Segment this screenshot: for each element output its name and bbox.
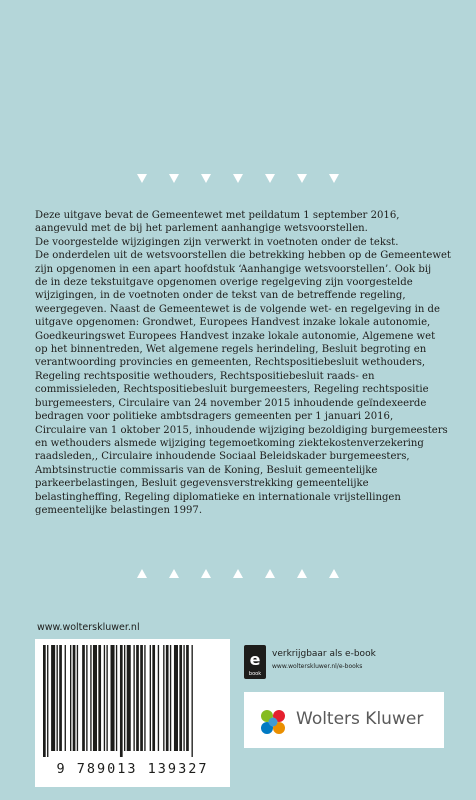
text-line: bedragen voor politieke ambtsdragers gemeenten per 1 januari 2016, xyxy=(35,411,394,423)
text-line: Goedkeuringswet Europees Handvest inzake lokale autonomie, Algemene wet xyxy=(35,330,436,342)
barcode-bar xyxy=(186,645,189,751)
barcode-bar xyxy=(59,645,62,751)
ebook-icon-letter: e xyxy=(249,650,261,669)
top-triangle-row xyxy=(0,174,476,183)
text-line: parkeerbelastingen, Besluit gegevensverstrekking gemeentelijke xyxy=(35,478,369,490)
barcode-bar xyxy=(86,645,87,751)
barcode-bar xyxy=(111,645,115,751)
barcode-bar xyxy=(93,645,97,751)
barcode-bar xyxy=(57,645,58,751)
barcode-bar xyxy=(51,645,55,751)
ebook-title: verkrijgbaar als e-book xyxy=(272,649,376,659)
barcode-bar xyxy=(43,645,46,757)
text-line: en wethouders alsmede wijziging tegemoetkoming ziektekostenverzekering xyxy=(35,437,424,449)
ebook-badge xyxy=(244,645,444,685)
barcode-bar xyxy=(192,645,193,757)
barcode-bar xyxy=(174,645,178,751)
barcode-bar xyxy=(150,645,151,751)
triangle-up-icon xyxy=(233,569,243,578)
barcode-bar xyxy=(124,645,125,751)
barcode-bar xyxy=(166,645,169,751)
text-line: Circulaire van 1 oktober 2015, inhoudende wijziging bezoldiging burgemeesters xyxy=(35,424,448,436)
isbn-digits: 9 789013 139327 xyxy=(56,761,209,777)
barcode-bar xyxy=(106,645,107,751)
barcode-bar xyxy=(116,645,117,751)
barcode-bar xyxy=(158,645,159,751)
barcode-bar xyxy=(47,645,48,757)
text-line: Deze uitgave bevat de Gemeentewet met peildatum 1 september 2016, xyxy=(35,210,400,221)
barcode-bar xyxy=(179,645,182,751)
barcode-bar xyxy=(163,645,164,751)
barcode-bar xyxy=(65,645,66,751)
text-line: burgemeesters, Circulaire van 24 november 2015 inhoudende geïndexeerde xyxy=(35,397,427,409)
text-line: commissieleden, Rechtspositiebesluit burgemeesters, Regeling rechtspositie xyxy=(35,384,429,396)
barcode-bar xyxy=(104,645,105,751)
text-line: belastingheffing, Regeling diplomatieke en internationale vrijstellingen xyxy=(35,491,401,503)
text-line: op het binnentreden, Wet algemene regels herindeling, Besluit begroting en xyxy=(35,344,427,356)
text-line: aangevuld met de bij het parlement aanhangige wetsvoorstellen. xyxy=(35,223,368,235)
barcode-bars xyxy=(41,645,224,757)
publisher-name: Wolters Kluwer xyxy=(296,709,424,729)
text-line: De onderdelen uit de wetsvoorstellen die betrekking hebben op de Gemeentewet xyxy=(35,250,451,262)
triangle-up-icon xyxy=(265,569,275,578)
wolters-kluwer-logo-icon xyxy=(258,707,288,737)
triangle-down-icon xyxy=(201,174,211,183)
barcode-bar xyxy=(144,645,145,751)
publisher-logo-box xyxy=(244,692,444,748)
triangle-down-icon xyxy=(329,174,339,183)
barcode-bar xyxy=(120,645,123,757)
barcode-bar xyxy=(127,645,131,751)
triangle-down-icon xyxy=(137,174,147,183)
text-line: Ambtsinstructie commissaris van de Koning, Besluit gemeentelijke xyxy=(35,464,378,476)
barcode-bar xyxy=(140,645,143,751)
ebook-icon xyxy=(244,645,266,679)
barcode-bar xyxy=(136,645,139,751)
back-cover-description xyxy=(35,209,455,517)
text-line: weergegeven. Naast de Gemeentewet is de volgende wet- en regelgeving in de xyxy=(35,303,440,315)
triangle-up-icon xyxy=(169,569,179,578)
text-line: uitgave opgenomen: Grondwet, Europees Handvest inzake lokale autonomie, xyxy=(35,317,431,329)
barcode-bar xyxy=(77,645,78,751)
text-line: de in deze tekstuitgave opgenomen overige regelgeving zijn voorgestelde xyxy=(35,277,413,289)
triangle-down-icon xyxy=(233,174,243,183)
barcode-bar xyxy=(70,645,71,751)
barcode-bar xyxy=(152,645,155,751)
ebook-icon-label: book xyxy=(248,671,262,677)
barcode-bar xyxy=(73,645,76,751)
bottom-triangle-row xyxy=(0,569,476,578)
text-line: raadsleden,, Circulaire inhoudende Sociaal Beleidskader burgemeesters, xyxy=(35,451,410,463)
publisher-website: www.wolterskluwer.nl xyxy=(37,622,140,633)
triangle-down-icon xyxy=(297,174,307,183)
triangle-down-icon xyxy=(265,174,275,183)
ebook-url: www.wolterskluwer.nl/e-books xyxy=(272,663,363,670)
text-line: verantwoording provincies en gemeenten, Rechtspositiebesluit wethouders, xyxy=(35,357,426,369)
barcode-bar xyxy=(133,645,134,751)
triangle-up-icon xyxy=(201,569,211,578)
text-line: Regeling rechtspositie wethouders, Rechtspositiebesluit raads- en xyxy=(35,370,375,382)
text-line: gemeentelijke belastingen 1997. xyxy=(35,504,203,516)
text-line: De voorgestelde wijzigingen zijn verwerkt in voetnoten onder de tekst. xyxy=(35,236,399,248)
barcode-bar xyxy=(90,645,91,751)
barcode-bar xyxy=(170,645,171,751)
text-line: zijn opgenomen in een apart hoofdstuk ‘Aanhangige wetsvoorstellen’. Ook bij xyxy=(35,263,432,275)
barcode-bar xyxy=(98,645,101,751)
barcode-bar xyxy=(183,645,184,751)
text-line: wijzigingen, in de voetnoten onder de tekst van de betreffende regeling, xyxy=(35,290,406,302)
triangle-up-icon xyxy=(137,569,147,578)
isbn-barcode xyxy=(35,639,230,787)
triangle-up-icon xyxy=(297,569,307,578)
triangle-down-icon xyxy=(169,174,179,183)
barcode-bar xyxy=(82,645,85,751)
triangle-up-icon xyxy=(329,569,339,578)
